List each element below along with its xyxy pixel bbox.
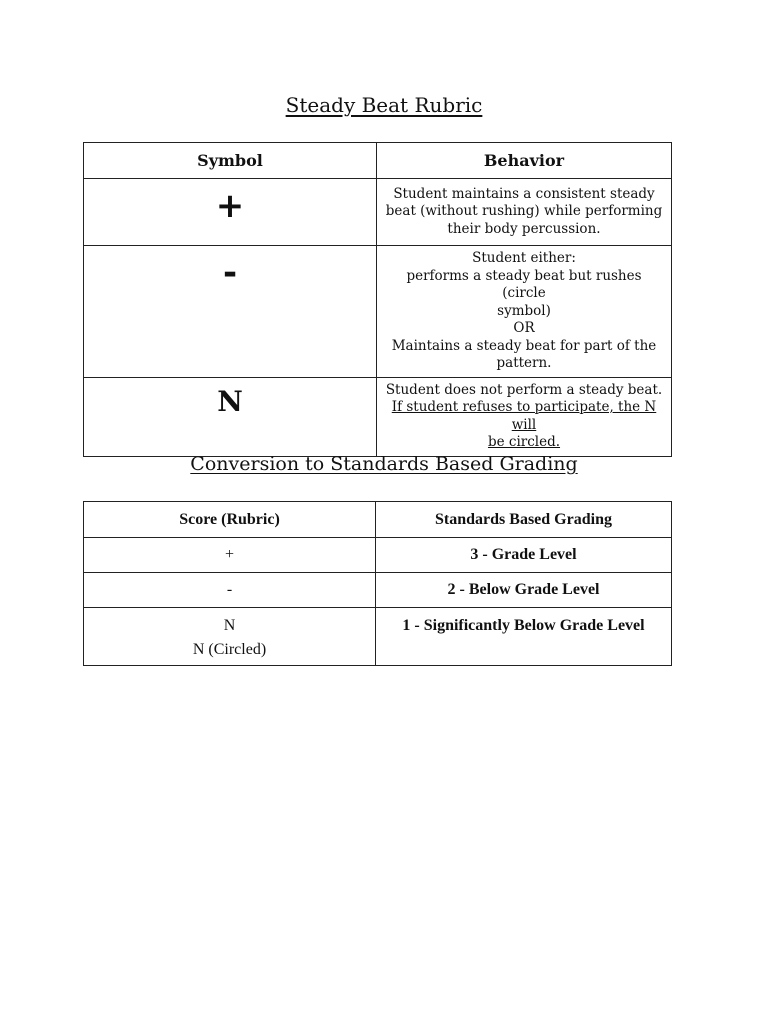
behavior-line-underlined: If student refuses to participate, the N will (391, 399, 657, 433)
score-cell (84, 608, 376, 666)
symbol-n (84, 377, 377, 456)
grading-header: Standards Based Grading (376, 502, 672, 538)
score-text: N (223, 617, 236, 634)
behavior-line: Student maintains a consistent steady (393, 185, 655, 202)
symbol-minus (84, 246, 377, 378)
conversion-table (83, 501, 672, 666)
score-cell (84, 573, 376, 608)
behavior-line: pattern. (496, 355, 552, 371)
conversion-header-row (84, 502, 672, 538)
score-text: + (224, 546, 235, 563)
behavior-line: their body percussion. (447, 220, 601, 237)
symbol-plus (84, 179, 377, 246)
grading-cell: 2 - Below Grade Level (376, 573, 672, 608)
score-header: Score (Rubric) (84, 502, 376, 538)
behavior-line: Student either: (472, 250, 576, 266)
conversion-row (84, 538, 672, 573)
rubric-table (83, 142, 672, 457)
score-cell (84, 538, 376, 573)
behavior-plus (377, 179, 672, 246)
conversion-row (84, 573, 672, 608)
symbol-header: Symbol (84, 143, 377, 179)
symbol-n-text: N (217, 384, 243, 418)
score-text: N (Circled) (192, 641, 267, 658)
behavior-line: OR (513, 320, 535, 336)
grading-cell: 1 - Significantly Below Grade Level (376, 608, 672, 666)
behavior-line: Maintains a steady beat for part of the (391, 337, 657, 354)
behavior-line: beat (without rushing) while performing (385, 203, 663, 220)
behavior-line: performs a steady beat but rushes (circle (406, 267, 642, 301)
behavior-line: Student does not perform a steady beat. (385, 381, 663, 398)
rubric-row-plus (84, 179, 672, 246)
symbol-plus-text: + (215, 186, 245, 226)
behavior-line: symbol) (497, 302, 551, 319)
grading-cell: 3 - Grade Level (376, 538, 672, 573)
conversion-row (84, 608, 672, 666)
rubric-header-row (84, 143, 672, 179)
conversion-title: Conversion to Standards Based Grading (190, 453, 578, 475)
behavior-minus (377, 246, 672, 378)
rubric-row-n (84, 377, 672, 456)
symbol-minus-text: - (222, 253, 238, 293)
rubric-row-minus (84, 246, 672, 378)
behavior-n (377, 377, 672, 456)
behavior-line-underlined: be circled. (487, 434, 561, 450)
score-text: - (226, 581, 233, 598)
behavior-header: Behavior (377, 143, 672, 179)
rubric-title: Steady Beat Rubric (285, 93, 483, 117)
